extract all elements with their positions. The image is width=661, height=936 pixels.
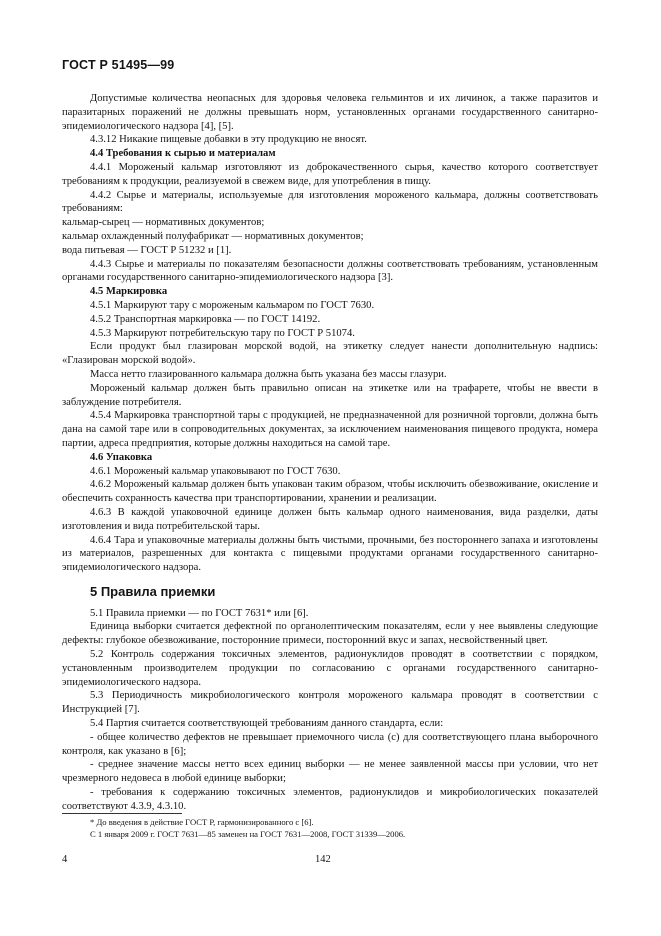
paragraph: кальмар-сырец — нормативных документов; [62,217,265,229]
paragraph: 4.6.3 В каждой упаковочной единице должен быть кальмар одного наименования, вида разделки, даты изготовления и вида потребительской тары. [62,506,598,532]
document-body [62,92,598,814]
paragraph: Допустимые количества неопасных для здоровья человека гельминтов и их личинок, а также паразитов и паразитарных поражений не должны превышать норм, установленных органами государственного санитарно-эпидемиологического надзора [4], [5]. [62,93,598,132]
section-5-title: 5 Правила приемки [90,583,216,599]
paragraph: 4.4.1 Мороженый кальмар изготовляют из доброкачественного сырья, качество которого соответствует требованиям к продукции, реализуемой в свежем виде, для употребления в пищу. [62,161,598,187]
subsection-heading: 4.6 Упаковка [90,451,153,463]
paragraph: 5.1 Правила приемки — по ГОСТ 7631* или [6]. [90,607,309,619]
paragraph: 4.5.4 Маркировка транспортной тары с продукцией, не предназначенной для розничной торговли, должна быть дана на самой таре или в сопроводительных документах, за исключением наименования пищевого продукта, номера партии, адреса предприятия, которые должны находиться на самой таре. [62,410,598,449]
sheet-number: 142 [315,854,331,865]
paragraph: Масса нетто глазированного кальмара должна быть указана без массы глазури. [90,368,447,380]
paragraph: 4.4.2 Сырье и материалы, используемые для изготовления мороженого кальмара, должны соответствовать требованиям: [62,189,598,215]
paragraph: 4.6.1 Мороженый кальмар упаковывают по ГОСТ 7630. [90,465,341,477]
paragraph: Мороженый кальмар должен быть правильно описан на этикетке или на трафарете, чтобы не ввести в заблуждение потребителя. [62,382,598,408]
paragraph: - среднее значение массы нетто всех единиц выборки — не менее заявленной массы при условии, что нет чрезмерного недовеса в любой единице выборки; [62,759,598,785]
paragraph: Единица выборки считается дефектной по органолептическим показателям, если у нее выявлены следующие дефекты: глубокое обезвоживание, посторонние примеси, посторонний вкус и запах, несвойственный цвет. [62,621,598,647]
paragraph: вода питьевая — ГОСТ Р 51232 и [1]. [62,244,232,256]
paragraph: 4.5.1 Маркируют тару с мороженым кальмаром по ГОСТ 7630. [90,299,375,311]
paragraph: - требования к содержанию токсичных элементов, радионуклидов и микробиологических показателей соответствуют 4.3.9, 4.3.10. [62,787,598,812]
paragraph: 4.4.3 Сырье и материалы по показателям безопасности должны соответствовать требованиям, установленным органами государственного санитарно-эпидемиологического надзора [3]. [62,258,598,284]
paragraph: кальмар охлажденный полуфабрикат — нормативных документов; [62,230,364,242]
subsection-heading: 4.4 Требования к сырью и материалам [90,148,276,160]
paragraph: - общее количество дефектов не превышает приемочного числа (c) для соответствующего плана выборочного контроля, как указано в [6]; [62,731,598,757]
document-header: ГОСТ Р 51495—99 [62,58,175,72]
page-number: 4 [62,854,68,865]
paragraph: 4.6.4 Тара и упаковочные материалы должны быть чистыми, прочными, без постороннего запаха и изготовлены из материалов, разрешенных для контакта с пищевыми продуктами органами государственного санитарно-эпидемиологического надзора. [62,534,598,574]
footnote-divider [62,813,182,814]
paragraph: 4.5.2 Транспортная маркировка — по ГОСТ 14192. [90,313,321,325]
footnotes [62,816,598,841]
paragraph: Если продукт был глазирован морской водой, на этикетку следует нанести дополнительную надпись: «Глазирован морской водой». [62,341,598,367]
subsection-heading: 4.5 Маркировка [90,286,168,298]
section-5-paragraphs [62,607,598,814]
footnote: С 1 января 2009 г. ГОСТ 7631—85 заменен на ГОСТ 7631—2008, ГОСТ 31339—2006. [90,829,406,840]
paragraph: 4.5.3 Маркируют потребительскую тару по ГОСТ Р 51074. [90,327,355,339]
paragraph: 5.4 Партия считается соответствующей требованиям данного стандарта, если: [90,718,444,730]
section-4-paragraphs [62,92,598,575]
paragraph: 5.2 Контроль содержания токсичных элементов, радионуклидов проводят в соответствии с порядком, установленным производителем продукции по согласованию с органами государственного санитарно-эпидемиологического надзора. [62,649,598,688]
paragraph: 4.3.12 Никакие пищевые добавки в эту продукцию не вносят. [90,134,367,146]
footnote: * До введения в действие ГОСТ Р, гармонизированного с [6]. [90,817,314,827]
paragraph: 4.6.2 Мороженый кальмар должен быть упакован таким образом, чтобы исключить обезвоживание, окисление и обеспечить сохранность качества при транспортировании, хранении и реализации. [62,479,598,505]
paragraph: 5.3 Периодичность микробиологического контроля мороженого кальмара проводят в соответствии с Инструкцией [7]. [62,690,598,716]
